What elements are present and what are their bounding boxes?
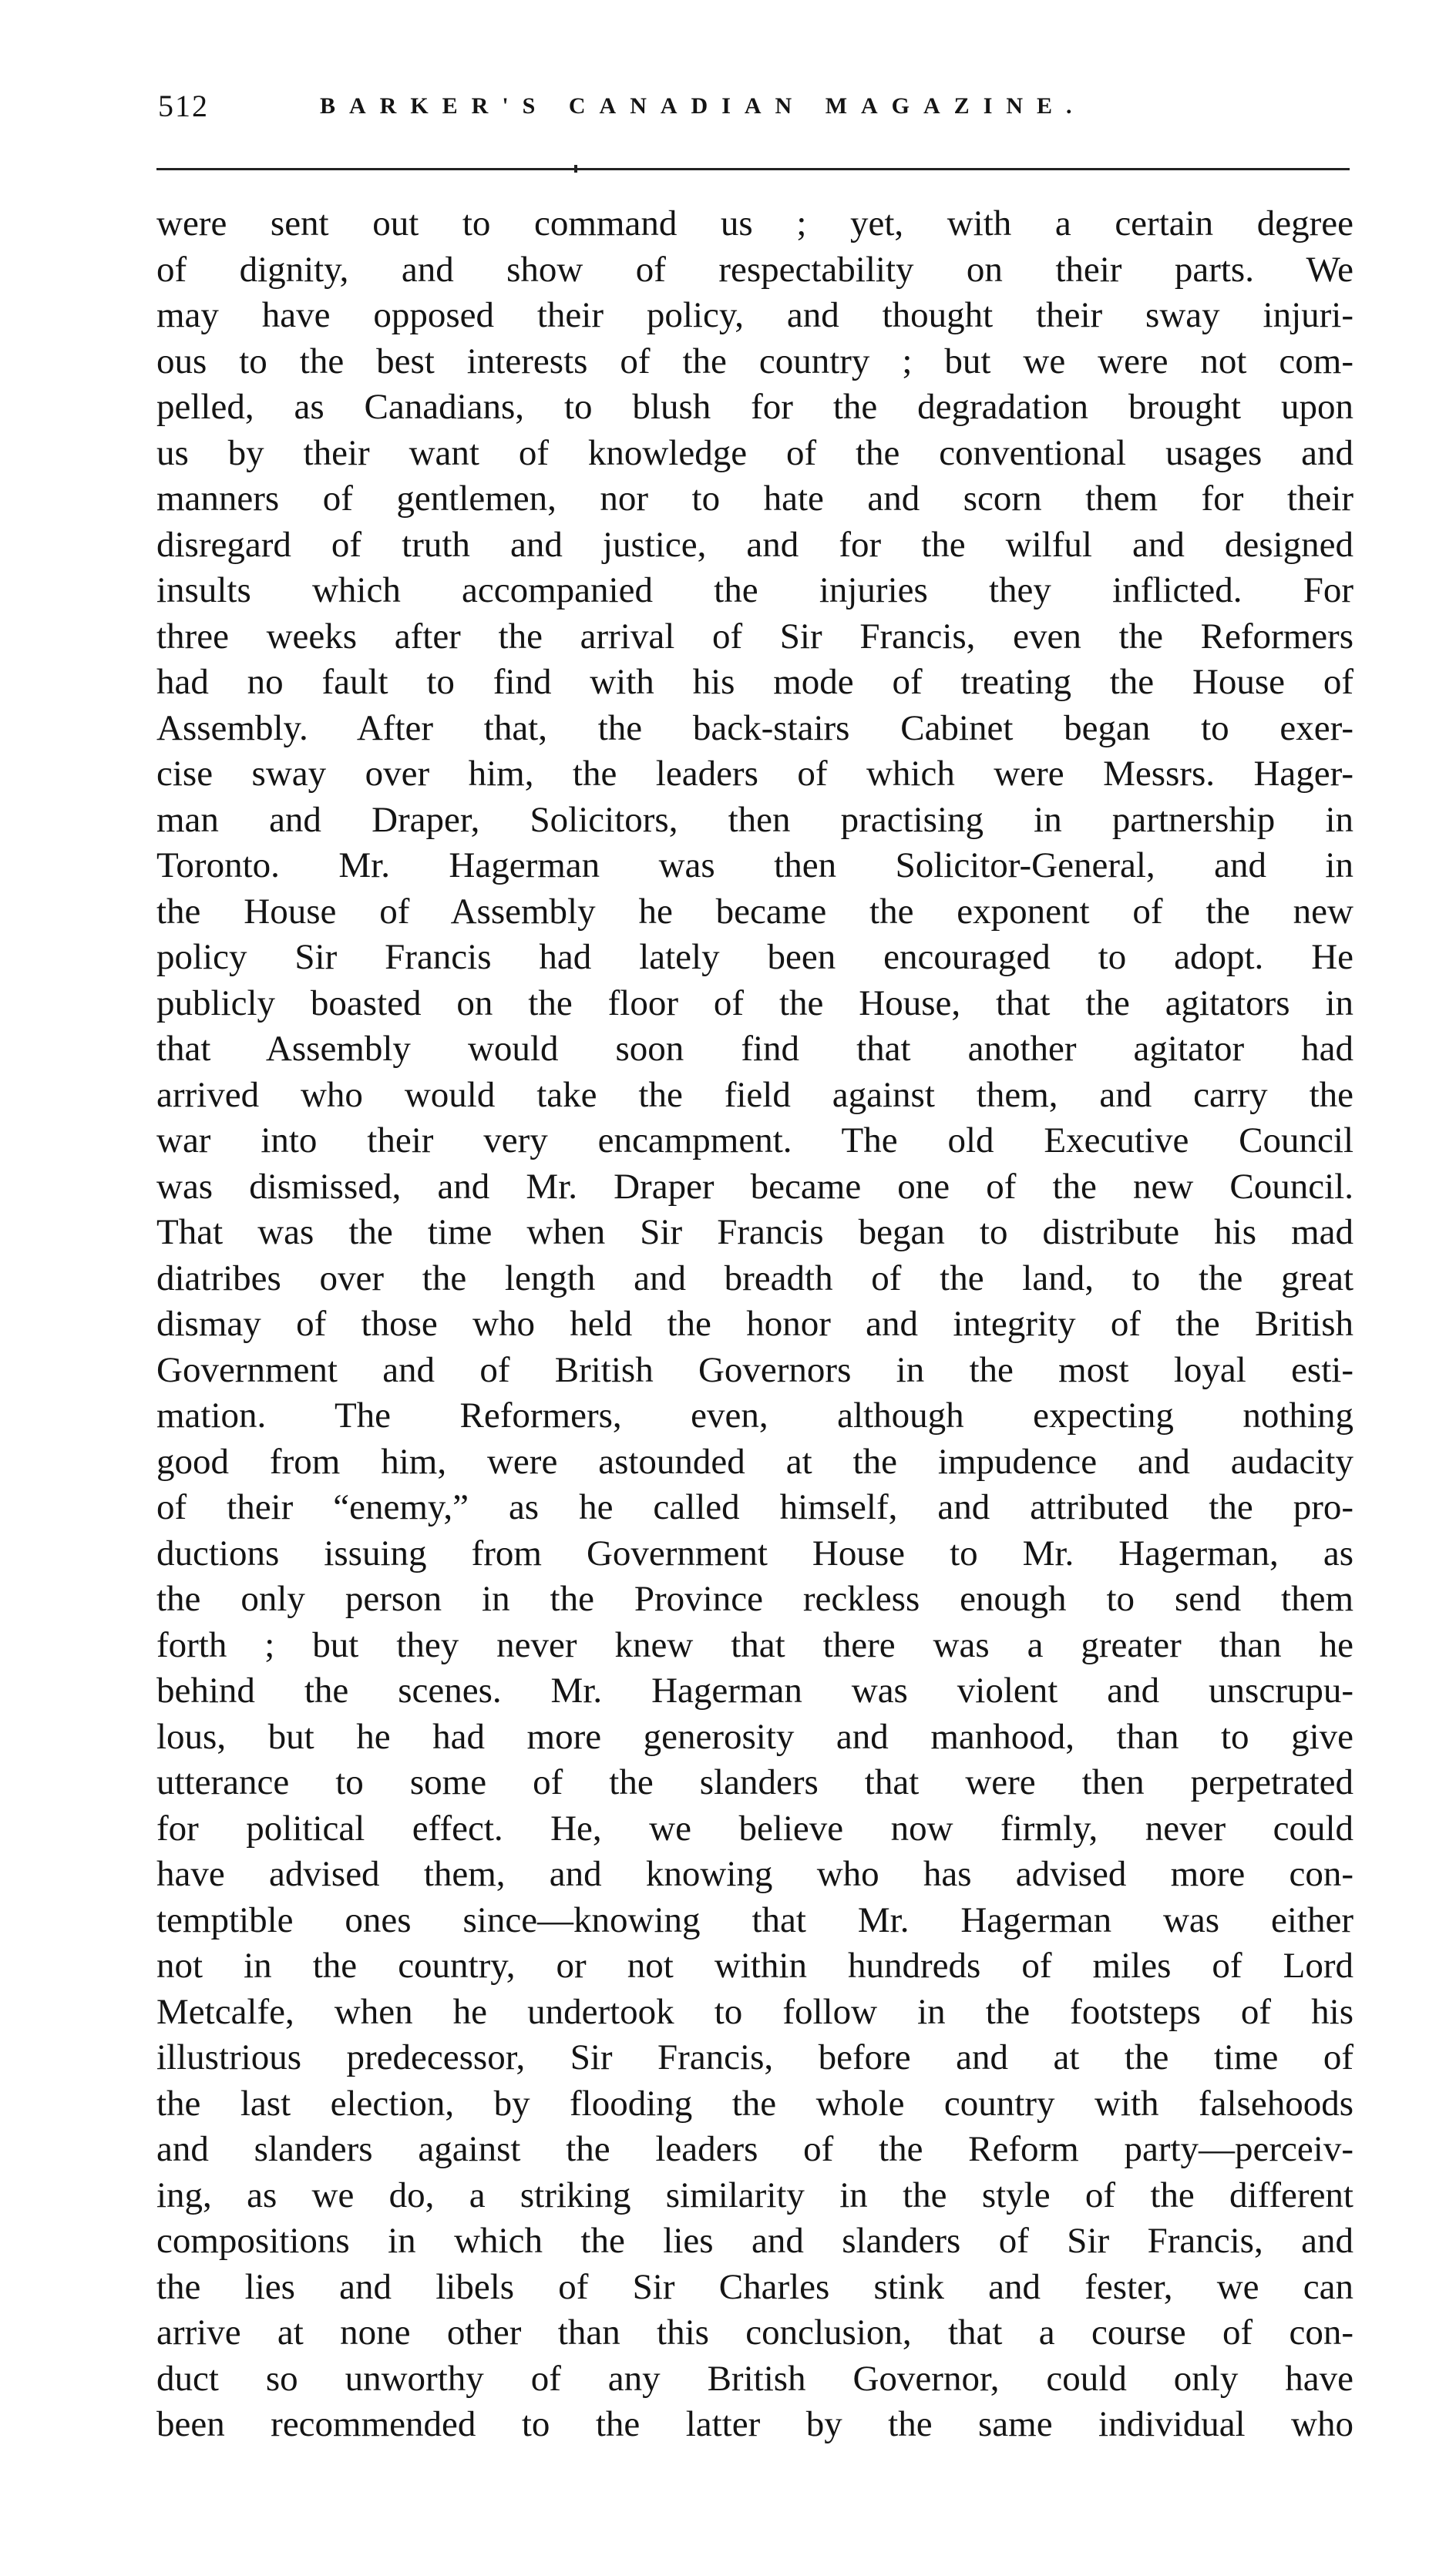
text-line: manners of gentlemen, nor to hate and scorn them for their bbox=[156, 479, 1353, 519]
text-line: may have opposed their policy, and thought their sway injuri- bbox=[156, 295, 1353, 335]
running-title: BARKER'S CANADIAN MAGAZINE. bbox=[320, 93, 1086, 119]
text-line: the lies and libels of Sir Charles stink and fester, we can bbox=[156, 2266, 1353, 2307]
text-line: Metcalfe, when he undertook to follow in the footsteps of his bbox=[156, 1991, 1353, 2032]
text-line: Toronto. Mr. Hagerman was then Solicitor-General, and in bbox=[156, 845, 1353, 885]
text-line: arrived who would take the field against them, and carry the bbox=[156, 1074, 1353, 1115]
header-rule-mark bbox=[574, 165, 577, 173]
text-line: pelled, as Canadians, to blush for the degradation brought upon bbox=[156, 387, 1353, 427]
text-line: lous, but he had more generosity and manhood, than to give bbox=[156, 1716, 1353, 1757]
text-line: us by their want of knowledge of the conventional usages and bbox=[156, 432, 1353, 473]
text-line: behind the scenes. Mr. Hagerman was violent and unscrupu- bbox=[156, 1671, 1353, 1711]
text-line: forth ; but they never knew that there was a greater than he bbox=[156, 1624, 1353, 1665]
text-line: was dismissed, and Mr. Draper became one of the new Council. bbox=[156, 1166, 1353, 1207]
text-line: Assembly. After that, the back-stairs Cabinet began to exer- bbox=[156, 707, 1353, 748]
text-line: have advised them, and knowing who has advised more con- bbox=[156, 1854, 1353, 1894]
page-number: 512 bbox=[158, 89, 209, 123]
text-line: temptible ones since—knowing that Mr. Hagerman was either bbox=[156, 1899, 1353, 1940]
article-body bbox=[156, 201, 1353, 2448]
text-line: utterance to some of the slanders that were then perpetrated bbox=[156, 1762, 1353, 1802]
text-line: the only person in the Province reckless enough to send them bbox=[156, 1579, 1353, 1619]
text-line: that Assembly would soon find that another agitator had bbox=[156, 1029, 1353, 1069]
text-line: dismay of those who held the honor and integrity of the British bbox=[156, 1304, 1353, 1344]
text-line: man and Draper, Solicitors, then practising in partnership in bbox=[156, 799, 1353, 840]
text-line: mation. The Reformers, even, although expecting nothing bbox=[156, 1395, 1353, 1436]
text-line: been recommended to the latter by the same individual who bbox=[156, 2404, 1353, 2444]
text-line: policy Sir Francis had lately been encouraged to adopt. He bbox=[156, 937, 1353, 977]
header-rule bbox=[156, 168, 1350, 170]
text-line: of dignity, and show of respectability on their parts. We bbox=[156, 249, 1353, 290]
page-header bbox=[158, 83, 1349, 129]
text-line: arrive at none other than this conclusion, that a course of con- bbox=[156, 2312, 1353, 2353]
text-line: duct so unworthy of any British Governor, could only have bbox=[156, 2358, 1353, 2399]
text-line: compositions in which the lies and slanders of Sir Francis, and bbox=[156, 2221, 1353, 2261]
text-line: cise sway over him, the leaders of which were Messrs. Hager- bbox=[156, 754, 1353, 794]
text-line: the House of Assembly he became the exponent of the new bbox=[156, 891, 1353, 932]
text-line: ous to the best interests of the country ; but we were not com- bbox=[156, 341, 1353, 381]
text-line: disregard of truth and justice, and for the wilful and designed bbox=[156, 524, 1353, 565]
text-line: ing, as we do, a striking similarity in the style of the different bbox=[156, 2175, 1353, 2215]
text-line: the last election, by flooding the whole country with falsehoods bbox=[156, 2083, 1353, 2124]
text-line: had no fault to find with his mode of treating the House of bbox=[156, 662, 1353, 702]
text-line: were sent out to command us ; yet, with a certain degree bbox=[156, 203, 1353, 243]
text-line: Government and of British Governors in the most loyal esti- bbox=[156, 1349, 1353, 1390]
text-line: of their “enemy,” as he called himself, and attributed the pro- bbox=[156, 1487, 1353, 1527]
text-line: insults which accompanied the injuries they inflicted. For bbox=[156, 570, 1353, 610]
text-line: for political effect. He, we believe now firmly, never could bbox=[156, 1808, 1353, 1849]
text-line: war into their very encampment. The old Executive Council bbox=[156, 1120, 1353, 1160]
text-line: publicly boasted on the floor of the House, that the agitators in bbox=[156, 982, 1353, 1023]
text-line: That was the time when Sir Francis began to distribute his mad bbox=[156, 1212, 1353, 1252]
text-line: illustrious predecessor, Sir Francis, before and at the time of bbox=[156, 2037, 1353, 2077]
text-line: ductions issuing from Government House to Mr. Hagerman, as bbox=[156, 1533, 1353, 1573]
text-line: good from him, were astounded at the impudence and audacity bbox=[156, 1441, 1353, 1482]
text-line: and slanders against the leaders of the Reform party—perceiv- bbox=[156, 2129, 1353, 2169]
text-line: not in the country, or not within hundreds of miles of Lord bbox=[156, 1946, 1353, 1986]
text-line: diatribes over the length and breadth of the land, to the great bbox=[156, 1258, 1353, 1298]
text-line: three weeks after the arrival of Sir Francis, even the Reformers bbox=[156, 616, 1353, 657]
